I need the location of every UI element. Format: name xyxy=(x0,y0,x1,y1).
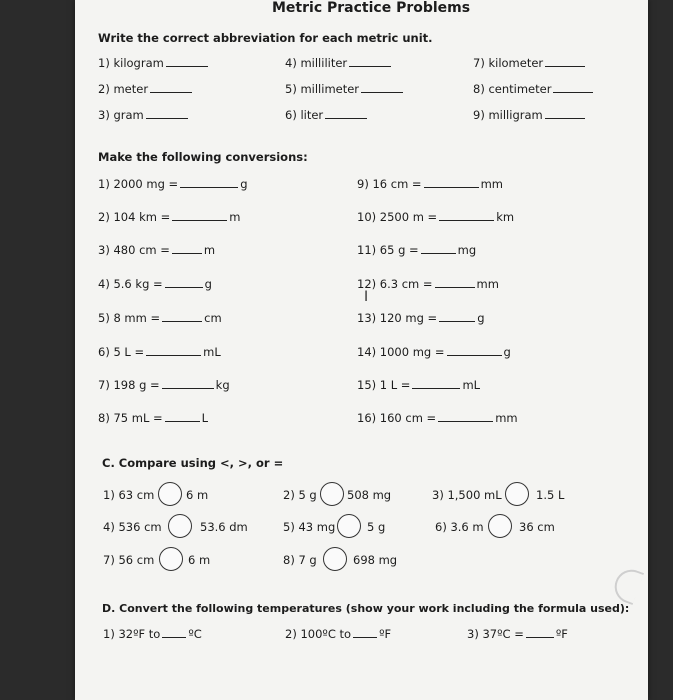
abbrev-item-1: 1) kilogram xyxy=(98,56,210,70)
page-title: Metric Practice Problems xyxy=(272,0,471,16)
abbrev-item-6: 6) liter xyxy=(285,108,369,122)
compare-right-3: 1.5 L xyxy=(536,488,565,502)
conversion-item-7: 7) 198 g = kg xyxy=(98,378,230,392)
section-b-heading: Make the following conversions: xyxy=(98,150,308,164)
compare-left-4: 4) 536 cm xyxy=(103,520,162,534)
section-a-instruction: Write the correct abbreviation for each metric unit. xyxy=(98,31,433,45)
conversion-item-3: 3) 480 cm = m xyxy=(98,243,216,257)
abbrev-item-5: 5) millimeter xyxy=(285,82,405,96)
compare-left-3: 3) 1,500 mL xyxy=(432,488,502,502)
abbrev-item-9: 9) milligram xyxy=(473,108,587,122)
conversion-item-10: 10) 2500 m = km xyxy=(357,210,515,224)
compare-right-2: 508 mg xyxy=(347,488,392,502)
compare-circle-8[interactable] xyxy=(323,547,347,571)
conversion-item-12: 12) 6.3 cm = mm xyxy=(357,277,499,291)
conversion-item-5: 5) 8 mm = cm xyxy=(98,311,222,325)
conversion-item-6: 6) 5 L = mL xyxy=(98,345,221,359)
compare-circle-7[interactable] xyxy=(159,547,183,571)
compare-left-1: 1) 63 cm xyxy=(103,488,155,502)
conversion-item-15: 15) 1 L = mL xyxy=(357,378,481,392)
abbrev-item-8: 8) centimeter xyxy=(473,82,595,96)
compare-right-1: 6 m xyxy=(186,488,209,502)
conversion-item-9: 9) 16 cm = mm xyxy=(357,177,503,191)
compare-left-6: 6) 3.6 m xyxy=(435,520,484,534)
abbrev-item-2: 2) meter xyxy=(98,82,194,96)
compare-right-4: 53.6 dm xyxy=(200,520,248,534)
compare-right-6: 36 cm xyxy=(519,520,555,534)
conversion-item-8: 8) 75 mL = L xyxy=(98,411,209,425)
temperature-item-1: 1) 32ºF to ºC xyxy=(103,627,202,641)
section-c-heading: C. Compare using <, >, or = xyxy=(102,456,284,470)
conversion-item-16: 16) 160 cm = mm xyxy=(357,411,518,425)
compare-left-2: 2) 5 g xyxy=(283,488,317,502)
temperature-item-2: 2) 100ºC to ºF xyxy=(285,627,392,641)
compare-left-8: 8) 7 g xyxy=(283,553,317,567)
conversion-item-13: 13) 120 mg = g xyxy=(357,311,485,325)
conversion-item-2: 2) 104 km = m xyxy=(98,210,241,224)
compare-circle-2[interactable] xyxy=(320,482,344,506)
text-cursor-icon: I xyxy=(364,289,369,305)
abbrev-item-7: 7) kilometer xyxy=(473,56,587,70)
compare-left-7: 7) 56 cm xyxy=(103,553,155,567)
worksheet-page xyxy=(75,0,648,700)
compare-left-5: 5) 43 mg xyxy=(283,520,336,534)
compare-circle-1[interactable] xyxy=(158,482,182,506)
compare-circle-3[interactable] xyxy=(505,482,529,506)
compare-circle-6[interactable] xyxy=(488,514,512,538)
compare-right-7: 6 m xyxy=(188,553,211,567)
compare-right-8: 698 mg xyxy=(353,553,398,567)
compare-circle-4[interactable] xyxy=(168,514,192,538)
conversion-item-4: 4) 5.6 kg = g xyxy=(98,277,212,291)
conversion-item-14: 14) 1000 mg = g xyxy=(357,345,511,359)
temperature-item-3: 3) 37ºC = ºF xyxy=(467,627,568,641)
conversion-item-11: 11) 65 g = mg xyxy=(357,243,477,257)
compare-right-5: 5 g xyxy=(367,520,386,534)
conversion-item-1: 1) 2000 mg = g xyxy=(98,177,248,191)
compare-circle-5[interactable] xyxy=(337,514,361,538)
abbrev-item-4: 4) milliliter xyxy=(285,56,393,70)
abbrev-item-3: 3) gram xyxy=(98,108,190,122)
section-d-heading: D. Convert the following temperatures (show your work including the formula used): xyxy=(102,602,630,615)
